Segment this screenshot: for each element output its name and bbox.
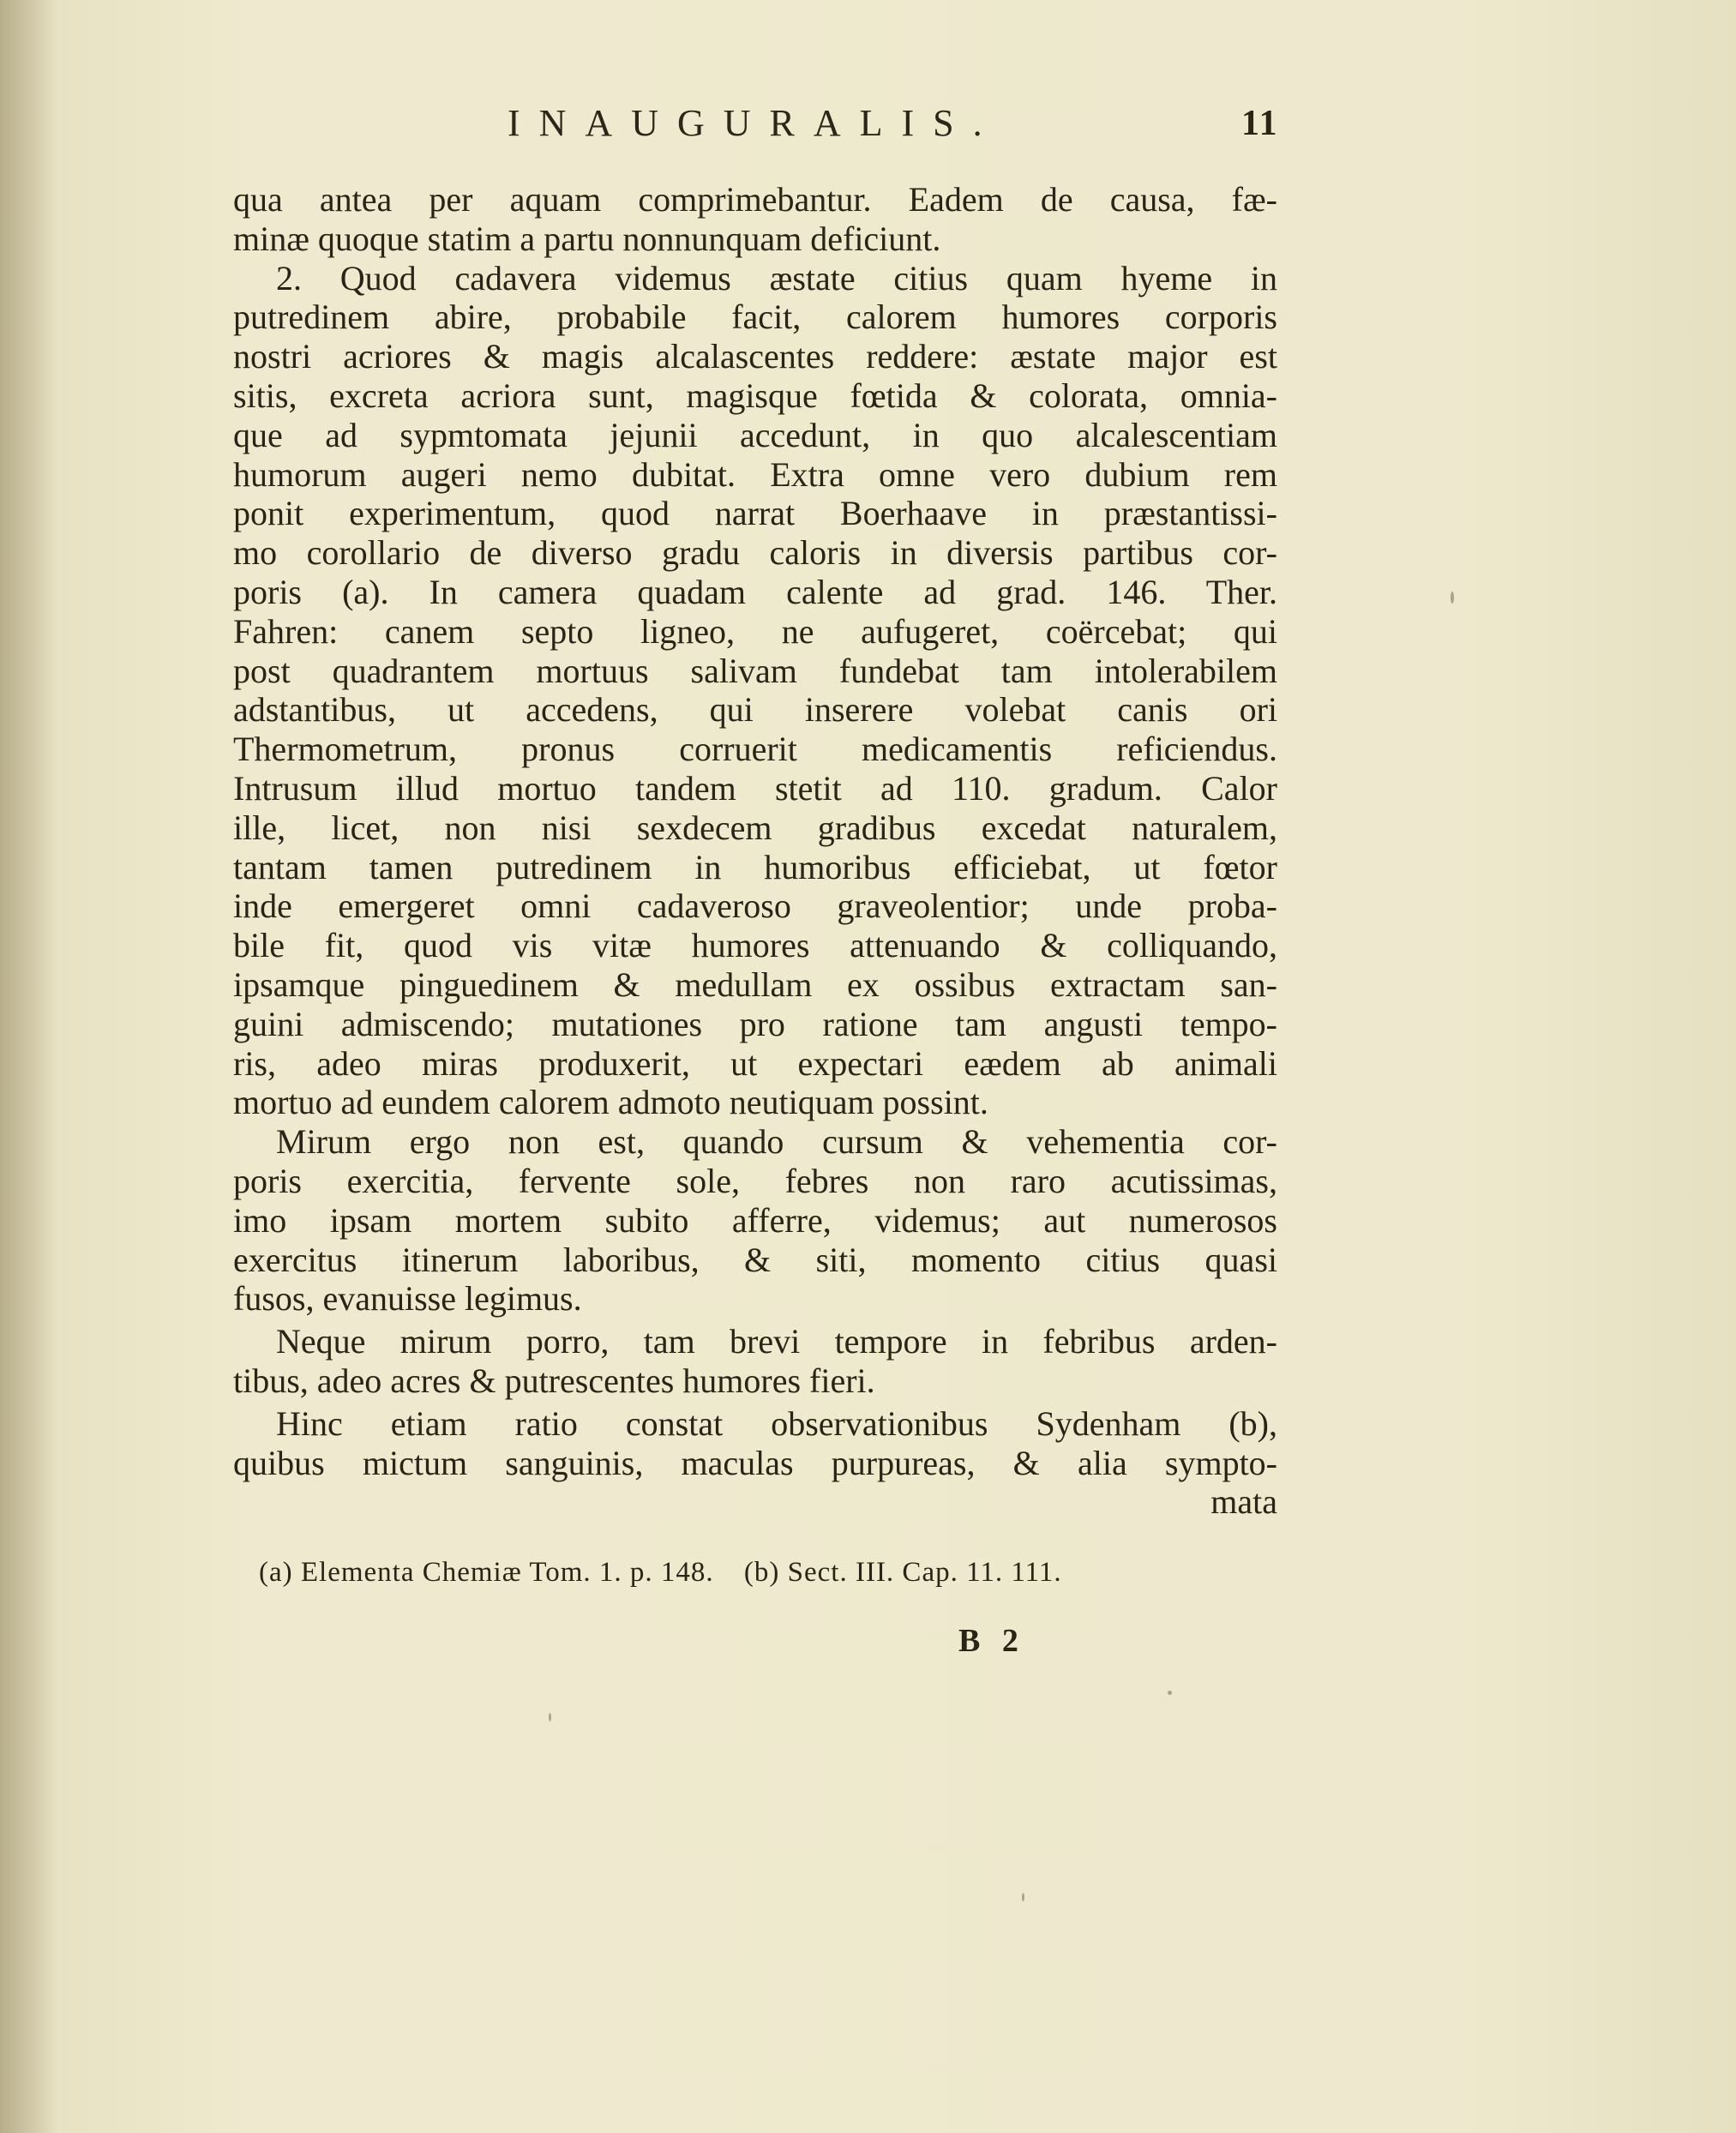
text-line: ille, licet, non nisi sexdecem gradibus excedat naturalem, <box>233 808 1277 847</box>
text-line: adstantibus, ut accedens, qui inserere volebat canis ori <box>233 690 1277 730</box>
paper-speck <box>1451 592 1454 604</box>
text-line: poris (a). In camera quadam calente ad grad. 146. Ther. <box>233 572 1277 611</box>
footnote-a: (a) Elementa Chemiæ Tom. 1. p. 148. <box>259 1557 714 1588</box>
text-line: que ad sypmtomata jejunii accedunt, in quo alcalescentiam <box>233 415 1277 454</box>
text-line: fusos, evanuisse legimus. <box>233 1279 582 1319</box>
text-line: Fahren: canem septo ligneo, ne aufugeret, coërcebat; qui <box>233 611 1277 651</box>
text-line: bile fit, quod vis vitæ humores attenuando & colliquando, <box>233 926 1277 965</box>
running-head: INAUGURALIS. <box>508 102 1001 144</box>
text-line: Neque mirum porro, tam brevi tempore in febribus arden- <box>276 1322 1277 1361</box>
text-line: quibus mictum sanguinis, maculas purpureas, & alia sympto- <box>233 1443 1277 1482</box>
catchword: mata <box>1210 1482 1277 1522</box>
text-line: Intrusum illud mortuo tandem stetit ad 110. gradum. Calor <box>233 768 1277 808</box>
paper-speck <box>1168 1691 1172 1695</box>
text-line: ris, adeo miras produxerit, ut expectari eædem ab animali <box>233 1043 1277 1083</box>
text-line: tantam tamen putredinem in humoribus efficiebat, ut fœtor <box>233 847 1277 886</box>
signature-mark: B 2 <box>958 1623 1025 1659</box>
text-line: ipsamque pinguedinem & medullam ex ossibus extractam san- <box>233 964 1277 1004</box>
text-line: humorum augeri nemo dubitat. Extra omne vero dubium rem <box>233 454 1277 494</box>
text-line: Mirum ergo non est, quando cursum & vehementia cor- <box>276 1122 1277 1162</box>
text-line: putredinem abire, probabile facit, calorem humores corporis <box>233 297 1277 337</box>
text-line: inde emergeret omni cadaveroso graveolentior; unde proba- <box>233 886 1277 926</box>
text-line: mortuo ad eundem calorem admoto neutiquam possint. <box>233 1083 988 1122</box>
text-line: minæ quoque statim a partu nonnunquam deficiunt. <box>233 219 941 258</box>
binding-shadow <box>0 0 60 2133</box>
text-line: Thermometrum, pronus corruerit medicamentis reficiendus. <box>233 730 1277 769</box>
text-line: exercitus itinerum laboribus, & siti, momento citius quasi <box>233 1240 1277 1279</box>
paper-speck <box>549 1713 551 1721</box>
text-line: mo corollario de diverso gradu caloris in diversis partibus cor- <box>233 533 1277 573</box>
page-header <box>0 101 1736 161</box>
text-line: tibus, adeo acres & putrescentes humores fieri. <box>233 1361 875 1400</box>
page-number: 11 <box>1241 104 1279 143</box>
body-text <box>233 180 1277 1522</box>
text-line: imo ipsam mortem subito afferre, videmus; aut numerosos <box>233 1200 1277 1240</box>
text-line: Hinc etiam ratio constat observationibus Sydenham (b), <box>276 1403 1277 1443</box>
text-line: post quadrantem mortuus salivam fundebat tam intolerabilem <box>233 651 1277 690</box>
text-line: sitis, excreta acriora sunt, magisque fœtida & colorata, omnia- <box>233 376 1277 415</box>
text-line: qua antea per aquam comprimebantur. Eadem de causa, fæ- <box>233 180 1277 219</box>
text-line: nostri acriores & magis alcalascentes reddere: æstate major est <box>233 337 1277 376</box>
footnote-b: (b) Sect. III. Cap. 11. 111. <box>743 1557 1062 1588</box>
paper-speck <box>1022 1893 1024 1902</box>
text-line: 2. Quod cadavera videmus æstate citius quam hyeme in <box>276 258 1277 297</box>
text-line: poris exercitia, fervente sole, febres non raro acutissimas, <box>233 1161 1277 1200</box>
footnotes <box>259 1557 1253 1589</box>
text-line: guini admiscendo; mutationes pro ratione tam angusti tempo- <box>233 1004 1277 1043</box>
text-line: ponit experimentum, quod narrat Boerhaave in præstantissi- <box>233 494 1277 533</box>
